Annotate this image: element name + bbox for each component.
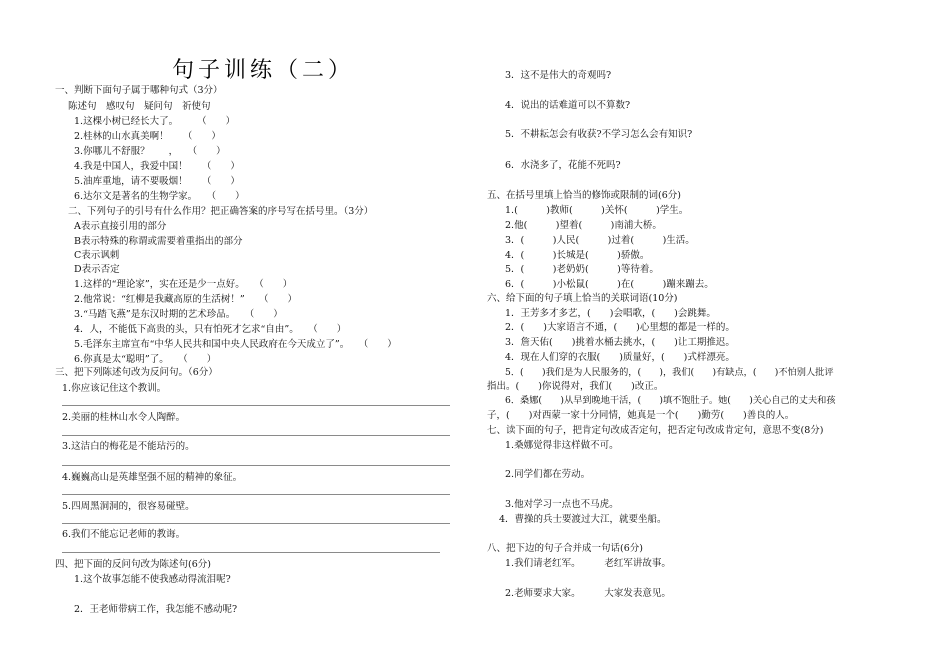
- question-item: 6.你真是太“聪明”了。 （ ）: [74, 354, 217, 365]
- worksheet-title: 句子训练（二）: [172, 58, 355, 83]
- question-item: 6．( )小松鼠( )在( )蹦来蹦去。: [505, 279, 714, 290]
- question-item: 2．( )大家语言不通，( )心里想的都是一样的。: [505, 322, 735, 333]
- answer-option: C表示讽刺: [74, 250, 120, 261]
- question-item: 2.他常说：“红柳是我藏高原的生活树！” （ ）: [74, 294, 298, 305]
- question-item: 5．( )老奶奶( )等待着。: [505, 264, 659, 275]
- section-2-heading: 二、下列句子的引号有什么作用？把正确答案的序号写在括号里。（3分）: [68, 206, 374, 217]
- question-item-continued: 子，( )对西蒙一家十分同情，她真是一个( )勤劳( )善良的人。: [487, 410, 795, 421]
- question-item: 1.我们请老红军。 老红军讲故事。: [505, 558, 671, 569]
- section-8-heading: 八、把下边的句子合并成一句话(6分): [487, 543, 643, 554]
- question-item: 3.你哪儿不舒服？ ， （ ）: [74, 146, 226, 157]
- question-item: 5.油库重地，请不要吸烟！ （ ）: [74, 176, 240, 187]
- question-item: 6．水浇多了，花能不死吗?: [505, 160, 621, 171]
- answer-line: [62, 405, 450, 406]
- question-item: 3.这洁白的梅花是不能玷污的。: [62, 441, 195, 452]
- sentence-types: 陈述句 感叹句 疑问句 祈使句: [68, 101, 211, 112]
- question-item: 4．现在人们穿的衣服( )质量好，( )式样漂亮。: [505, 352, 735, 363]
- question-item: 4．说出的话难道可以不算数?: [505, 100, 631, 111]
- question-item: 1.( )教师( )关怀( )学生。: [505, 205, 689, 216]
- question-item: 5.毛泽东主席宣布“中华人民共和国中央人民政府在今天成立了”。 （ ）: [74, 339, 397, 350]
- question-item: 3．( )人民( )过着( )生活。: [505, 235, 695, 246]
- question-item: 5．( )我们是为人民服务的，( )，我们( )有缺点，( )不怕别人批评: [505, 367, 834, 378]
- question-item: 3.他对学习一点也不马虎。: [505, 499, 619, 510]
- answer-line: [62, 494, 450, 495]
- question-item: 1.桑娜觉得非这样做不可。: [505, 440, 619, 451]
- question-item-continued: 指出。( )你说得对，我们( )改正。: [487, 381, 664, 392]
- section-5-heading: 五、在括号里填上恰当的修饰或限制的词(6分): [487, 190, 681, 201]
- answer-line: [62, 435, 450, 436]
- answer-line: [62, 523, 450, 524]
- question-item: 1.这棵小树已经长大了。 （ ）: [74, 116, 236, 127]
- answer-line: [62, 465, 450, 466]
- question-item: 4.巍巍高山是英雄坚强不屈的精神的象征。: [62, 472, 243, 483]
- answer-option: A表示直接引用的部分: [74, 221, 167, 232]
- question-item: 4．人，不能低下高贵的头，只有怕死才乞求“自由”。 （ ）: [74, 324, 347, 335]
- question-item: 2.同学们都在劳动。: [505, 469, 591, 480]
- question-item: 1.你应该记住这个教训。: [62, 383, 167, 394]
- section-3-heading: 三、把下列陈述句改为反问句。（6分）: [55, 367, 218, 378]
- question-item: 1．王芳多才多艺，( )会唱歌，( )会跳舞。: [505, 308, 716, 319]
- section-6-heading: 六、给下面的句子填上恰当的关联词语(10分): [487, 293, 678, 304]
- question-item: 2.桂林的山水真美啊！ （ ）: [74, 131, 221, 142]
- answer-option: D表示否定: [74, 264, 120, 275]
- question-item: 5．不耕耘怎会有收获?不学习怎么会有知识?: [505, 129, 693, 140]
- question-item: 4.我是中国人，我爱中国！ （ ）: [74, 161, 240, 172]
- question-item: 6.我们不能忘记老师的教诲。: [62, 529, 186, 540]
- question-item: 1.这个故事怎能不使我感动得流泪呢?: [74, 574, 231, 585]
- question-item: 4．曹操的兵士要渡过大江，就要坐船。: [499, 514, 667, 525]
- section-4-heading: 四、把下面的反问句改为陈述句(6分): [55, 559, 211, 570]
- question-item: 3．詹天佑( )挑着水桶去挑水，( )让工期推迟。: [505, 337, 735, 348]
- question-item: 4．( )长城是( )骄傲。: [505, 250, 650, 261]
- question-item: 2．王老师带病工作，我怎能不感动呢?: [74, 604, 238, 615]
- section-7-heading: 七、读下面的句子，把肯定句改成否定句，把否定句改成肯定句，意思不变(8分): [487, 425, 824, 436]
- question-item: 2.美丽的桂林山水令人陶醉。: [62, 412, 186, 423]
- question-item: 2.他( )望着( )南浦大桥。: [505, 220, 662, 231]
- question-item: 3.“马踏飞燕”是东汉时期的艺术珍品。 （ ）: [74, 309, 283, 320]
- answer-line: [62, 552, 440, 553]
- question-item: 2.老师要求大家。 大家发表意见。: [505, 588, 671, 599]
- question-item: 6．桑娜( )从早到晚地干活，( )填不饱肚子。她( )关心自己的丈夫和孩: [505, 395, 836, 406]
- question-item: 6.达尔文是著名的生物学家。 （ ）: [74, 191, 245, 202]
- section-1-heading: 一、判断下面句子属于哪种句式（3分）: [55, 85, 223, 96]
- question-item: 1.这样的“理论家”，实在还是少一点好。 （ ）: [74, 279, 293, 290]
- answer-option: B表示特殊的称谓或需要着重指出的部分: [74, 236, 243, 247]
- question-item: 3．这不是伟大的奇观吗?: [505, 70, 612, 81]
- question-item: 5.四周黑洞洞的，很容易碰壁。: [62, 501, 195, 512]
